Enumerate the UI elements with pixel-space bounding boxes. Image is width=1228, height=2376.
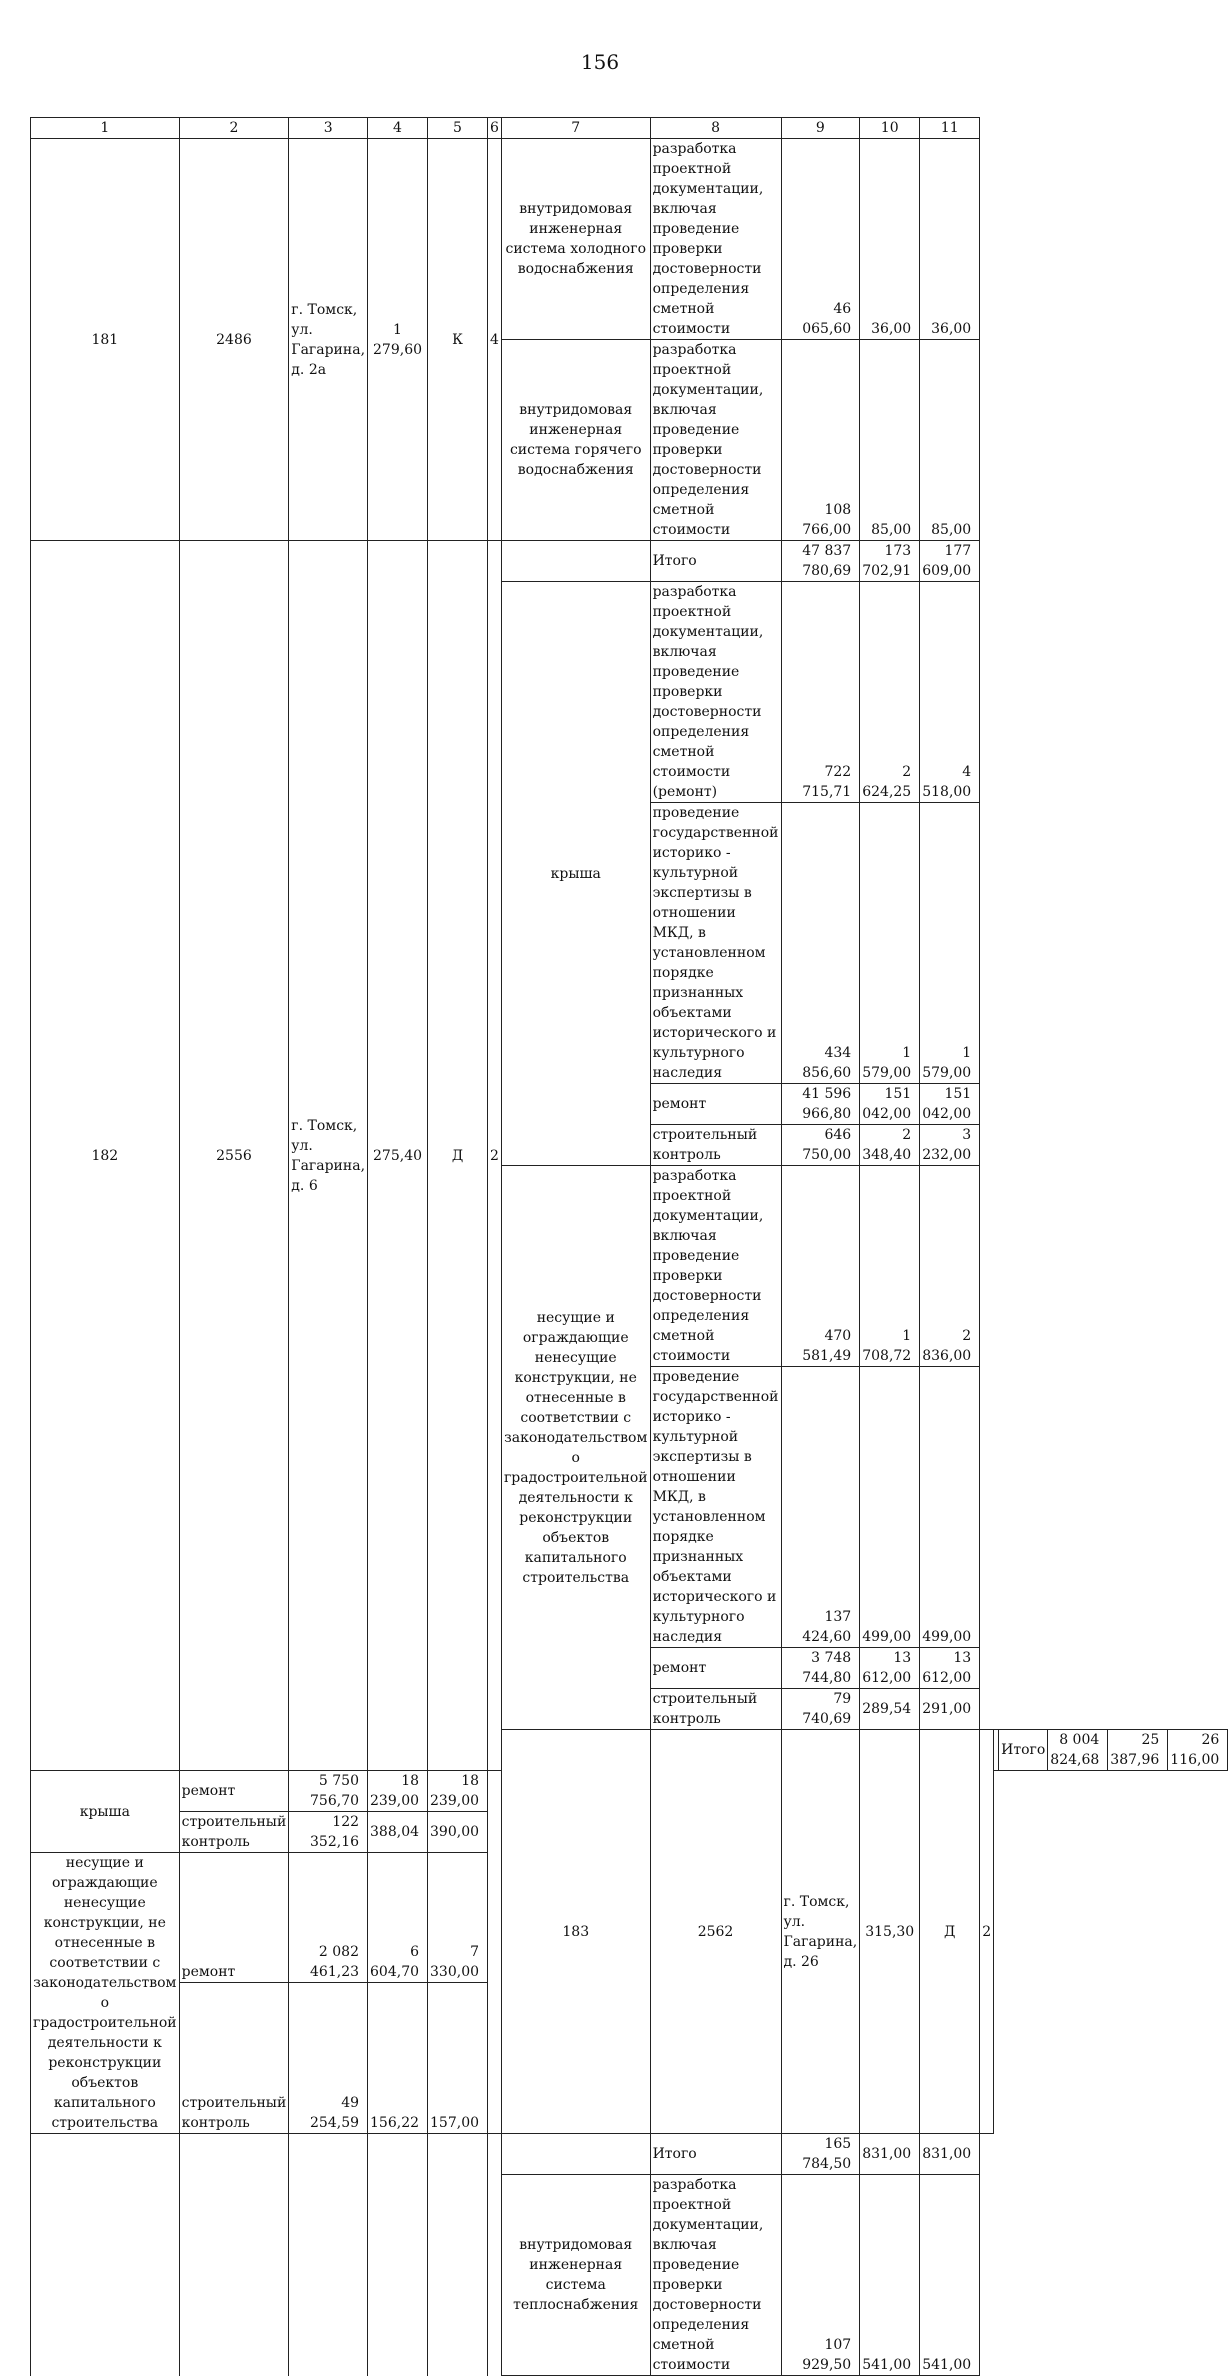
cost-value: 122 352,16 (289, 1812, 368, 1853)
house-address: г. Томск, ул. Гагарина, д. 26 (781, 1730, 860, 2134)
cost-value: 41 596 966,80 (781, 1084, 860, 1125)
header-cell: 7 (501, 118, 650, 139)
header-cell: 9 (781, 118, 860, 139)
row-number: 182 (31, 541, 180, 1771)
table-row (31, 139, 1228, 340)
unit-cost-value: 1 579,00 (860, 803, 920, 1084)
empty-cell (368, 2134, 428, 2376)
work-description: строительный контроль (179, 1983, 289, 2134)
work-description: строительный контроль (179, 1812, 289, 1853)
house-floors: 4 (488, 139, 502, 541)
limit-cost-value: 1 579,00 (920, 803, 980, 1084)
unit-cost-value: 13 612,00 (860, 1648, 920, 1689)
work-type: внутридомовая инженерная система горячего водоснабжения (501, 340, 650, 541)
unit-cost-value: 2 624,25 (860, 582, 920, 803)
work-description: ремонт (179, 1771, 289, 1812)
work-description: разработка проектной документации, включая проведение проверки достоверности определения сметной стоимости (650, 1166, 781, 1367)
empty-cell (428, 2134, 488, 2376)
header-cell: 4 (368, 118, 428, 139)
limit-cost-value: 4 518,00 (920, 582, 980, 803)
work-type: крыша (501, 582, 650, 1166)
total-label: Итого (999, 1730, 1048, 1771)
work-description: проведение государственной историко - культурной экспертизы в отношении МКД, в установленном порядке признанных объектами исторического и культурного наследия (650, 803, 781, 1084)
table-row (31, 2134, 1228, 2175)
work-description: разработка проектной документации, включая проведение проверки достоверности определения сметной стоимости (650, 139, 781, 340)
empty-cell (31, 2134, 180, 2376)
work-description: ремонт (179, 1853, 289, 1983)
house-floors: 2 (980, 1730, 994, 2134)
header-row (31, 118, 1228, 139)
work-description: ремонт (650, 1084, 781, 1125)
house-floors: 2 (488, 541, 502, 1771)
cost-value: 470 581,49 (781, 1166, 860, 1367)
header-cell: 2 (179, 118, 289, 139)
work-description: проведение государственной историко - культурной экспертизы в отношении МКД, в установленном порядке признанных объектами исторического и культурного наследия (650, 1367, 781, 1648)
unit-cost-value: 85,00 (860, 340, 920, 541)
unit-cost-value: 36,00 (860, 139, 920, 340)
total-label: Итого (650, 2134, 781, 2175)
cost-value: 434 856,60 (781, 803, 860, 1084)
page-number: 156 (580, 50, 620, 74)
empty-cell (501, 2134, 650, 2175)
work-type: несущие и ограждающие ненесущие конструкции, не отнесенные в соответствии с законодательством о градостроительной деятельности к реконструкции объектов капитального строительства (31, 1853, 180, 2134)
unit-cost-value: 1 708,72 (860, 1166, 920, 1367)
row-number: 183 (501, 1730, 650, 2134)
house-category: Д (428, 541, 488, 1771)
unit-cost-value: 156,22 (368, 1983, 428, 2134)
house-code: 2486 (179, 139, 289, 541)
house-code: 2556 (179, 541, 289, 1771)
limit-cost-value: 499,00 (920, 1367, 980, 1648)
house-category: Д (920, 1730, 980, 2134)
work-description: ремонт (650, 1648, 781, 1689)
unit-cost-value: 289,54 (860, 1689, 920, 1730)
house-address: г. Томск, ул. Гагарина, д. 2а (289, 139, 368, 541)
header-cell: 3 (289, 118, 368, 139)
limit-cost-value: 541,00 (920, 2175, 980, 2376)
empty-cell (289, 2134, 368, 2376)
empty-cell (179, 2134, 289, 2376)
cost-value: 47 837 780,69 (781, 541, 860, 582)
limit-cost-value: 18 239,00 (428, 1771, 488, 1812)
cost-value: 8 004 824,68 (1048, 1730, 1108, 1771)
limit-cost-value: 2 836,00 (920, 1166, 980, 1367)
cost-value: 49 254,59 (289, 1983, 368, 2134)
unit-cost-value: 499,00 (860, 1367, 920, 1648)
cost-value: 46 065,60 (781, 139, 860, 340)
unit-cost-value: 18 239,00 (368, 1771, 428, 1812)
unit-cost-value: 151 042,00 (860, 1084, 920, 1125)
work-description: строительный контроль (650, 1125, 781, 1166)
unit-cost-value: 541,00 (860, 2175, 920, 2376)
cost-value: 722 715,71 (781, 582, 860, 803)
limit-cost-value: 151 042,00 (920, 1084, 980, 1125)
unit-cost-value: 6 604,70 (368, 1853, 428, 1983)
header-cell: 8 (650, 118, 781, 139)
work-description: разработка проектной документации, включая проведение проверки достоверности определения сметной стоимости (650, 2175, 781, 2376)
limit-cost-value: 177 609,00 (920, 541, 980, 582)
table-row (31, 541, 1228, 582)
header-cell: 6 (488, 118, 502, 139)
limit-cost-value: 7 330,00 (428, 1853, 488, 1983)
cost-value: 3 748 744,80 (781, 1648, 860, 1689)
house-area: 275,40 (368, 541, 428, 1771)
limit-cost-value: 36,00 (920, 139, 980, 340)
header-cell: 1 (31, 118, 180, 139)
limit-cost-value: 157,00 (428, 1983, 488, 2134)
unit-cost-value: 831,00 (860, 2134, 920, 2175)
cost-value: 646 750,00 (781, 1125, 860, 1166)
header-cell: 5 (428, 118, 488, 139)
header-cell: 11 (920, 118, 980, 139)
repair-plan-table (30, 117, 1228, 2376)
limit-cost-value: 26 116,00 (1168, 1730, 1228, 1771)
work-type: внутридомовая инженерная система холодного водоснабжения (501, 139, 650, 340)
work-type: крыша (31, 1771, 180, 1853)
unit-cost-value: 173 702,91 (860, 541, 920, 582)
unit-cost-value: 2 348,40 (860, 1125, 920, 1166)
cost-value: 5 750 756,70 (289, 1771, 368, 1812)
limit-cost-value: 831,00 (920, 2134, 980, 2175)
row-number: 181 (31, 139, 180, 541)
cost-value: 2 082 461,23 (289, 1853, 368, 1983)
cost-value: 137 424,60 (781, 1367, 860, 1648)
limit-cost-value: 3 232,00 (920, 1125, 980, 1166)
cost-value: 165 784,50 (781, 2134, 860, 2175)
work-description: разработка проектной документации, включая проведение проверки достоверности определения сметной стоимости (ремонт) (650, 582, 781, 803)
total-label: Итого (650, 541, 781, 582)
house-address: г. Томск, ул. Гагарина, д. 6 (289, 541, 368, 1771)
house-area: 315,30 (860, 1730, 920, 2134)
header-cell: 10 (860, 118, 920, 139)
empty-cell (501, 541, 650, 582)
limit-cost-value: 13 612,00 (920, 1648, 980, 1689)
work-type: внутридомовая инженерная система теплоснабжения (501, 2175, 650, 2376)
work-type: несущие и ограждающие ненесущие конструкции, не отнесенные в соответствии с законодательством о градостроительной деятельности к реконструкции объектов капитального строительства (501, 1166, 650, 1730)
limit-cost-value: 291,00 (920, 1689, 980, 1730)
house-area: 1 279,60 (368, 139, 428, 541)
house-category: К (428, 139, 488, 541)
unit-cost-value: 25 387,96 (1108, 1730, 1168, 1771)
work-description: строительный контроль (650, 1689, 781, 1730)
cost-value: 108 766,00 (781, 340, 860, 541)
empty-cell (488, 2134, 502, 2376)
house-code: 2562 (650, 1730, 781, 2134)
limit-cost-value: 85,00 (920, 340, 980, 541)
limit-cost-value: 390,00 (428, 1812, 488, 1853)
unit-cost-value: 388,04 (368, 1812, 428, 1853)
cost-value: 79 740,69 (781, 1689, 860, 1730)
work-description: разработка проектной документации, включая проведение проверки достоверности определения сметной стоимости (650, 340, 781, 541)
cost-value: 107 929,50 (781, 2175, 860, 2376)
